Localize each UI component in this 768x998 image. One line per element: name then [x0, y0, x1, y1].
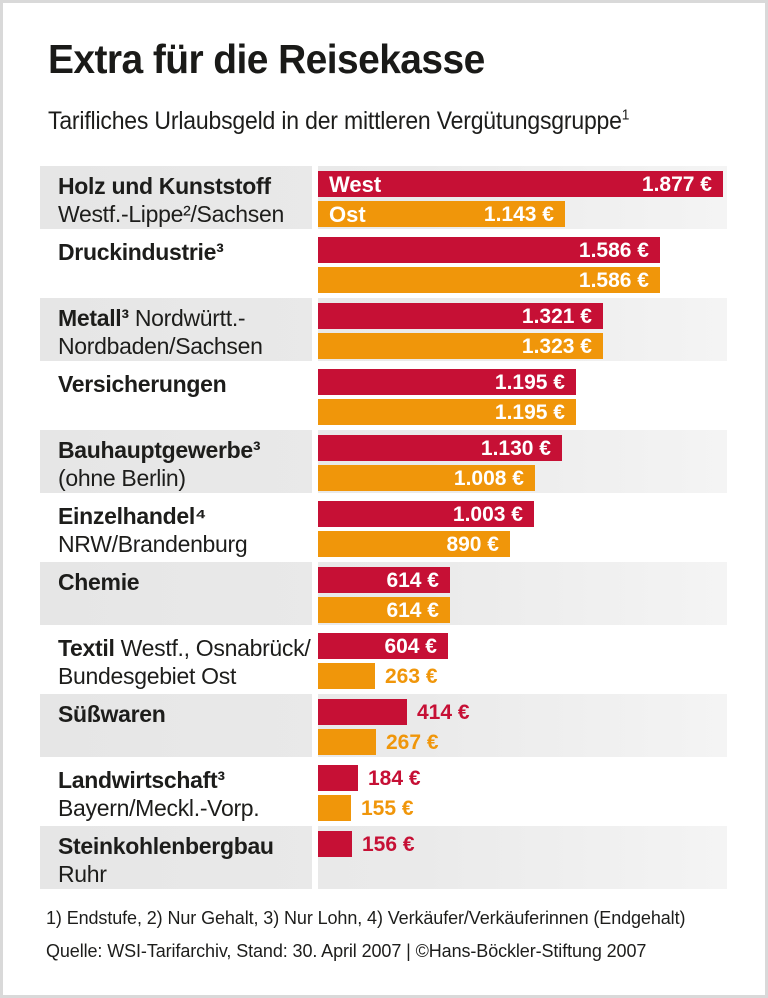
bar-ost-value: 263 € — [385, 665, 438, 688]
row-bars — [318, 694, 727, 757]
bar-ost — [318, 333, 603, 359]
bar-ost-value: 1.008 € — [453, 467, 524, 490]
row-label-region: Nordwürtt.- — [128, 305, 246, 331]
row-label-line2: Nordbaden/Sachsen — [58, 333, 263, 359]
row-label-line1 — [58, 502, 312, 530]
row-bars — [318, 496, 727, 559]
bar-west — [318, 699, 470, 725]
row-bars — [318, 232, 727, 295]
row-bars — [318, 364, 727, 427]
row-label-name: Chemie — [58, 569, 140, 595]
chart-row — [40, 628, 727, 691]
chart-row — [40, 496, 727, 559]
row-label-name: Textil — [58, 635, 115, 661]
chart-row — [40, 430, 727, 493]
row-label-line1 — [58, 370, 312, 398]
bar-west — [318, 369, 576, 395]
bar-ost-value: 1.143 € — [483, 203, 554, 226]
row-label — [40, 760, 312, 823]
bar-west — [318, 171, 723, 197]
row-label-line2: Ruhr — [58, 861, 107, 887]
chart-row — [40, 364, 727, 427]
bar-ost-value: 1.323 € — [521, 335, 592, 358]
row-bars — [318, 430, 727, 493]
bar-ost-value: 614 € — [386, 599, 439, 622]
bar-ost-value: 1.195 € — [494, 401, 565, 424]
chart-row — [40, 826, 727, 889]
row-label — [40, 232, 312, 295]
bar-west-value: 1.586 € — [578, 239, 649, 262]
bar-west — [318, 831, 415, 857]
bar-chart — [40, 166, 727, 892]
bar-west-value: 614 € — [386, 569, 439, 592]
row-label — [40, 364, 312, 427]
legend-west-label: West — [329, 172, 382, 197]
row-bars — [318, 628, 727, 691]
subtitle-text: Tarifliches Urlaubsgeld in der mittleren Vergütungsgruppe — [48, 107, 622, 135]
bar-west-value: 604 € — [384, 635, 437, 658]
bar-ost-value: 890 € — [446, 533, 499, 556]
chart-row — [40, 694, 727, 757]
chart-row — [40, 760, 727, 823]
row-label-name: Metall³ — [58, 305, 129, 331]
bar-ost — [318, 531, 510, 557]
bar-west-value: 1.877 € — [641, 173, 712, 196]
bar-ost — [318, 399, 576, 425]
row-label-line1 — [58, 172, 312, 200]
row-label — [40, 496, 312, 559]
row-bars — [318, 826, 727, 889]
row-label-line1 — [58, 304, 312, 332]
bar-ost — [318, 795, 414, 821]
row-label-line1 — [58, 568, 312, 596]
bar-west-value: 1.003 € — [452, 503, 523, 526]
row-label-name: Steinkohlenbergbau — [58, 833, 274, 859]
row-label — [40, 430, 312, 493]
row-label — [40, 298, 312, 361]
row-label-line2: NRW/Brandenburg — [58, 531, 248, 557]
bar-west — [318, 237, 660, 263]
row-label-line2: Bundesgebiet Ost — [58, 663, 237, 689]
bar-ost — [318, 729, 439, 755]
page-title: Extra für die Reisekasse — [48, 36, 485, 82]
row-label — [40, 826, 312, 889]
row-label-line1 — [58, 832, 312, 860]
legend-ost-label: Ost — [329, 202, 366, 227]
row-label-name: Bauhauptgewerbe³ — [58, 437, 261, 463]
row-label-name: Landwirtschaft³ — [58, 767, 225, 793]
row-label-name: Holz und Kunststoff — [58, 173, 271, 199]
subtitle-footnote-marker: 1 — [621, 106, 630, 124]
bar-west — [318, 303, 603, 329]
row-label — [40, 562, 312, 625]
row-bars — [318, 166, 727, 229]
bar-ost-value: 1.586 € — [578, 269, 649, 292]
row-label-name: Versicherungen — [58, 371, 227, 397]
page-subtitle — [48, 107, 629, 136]
bar-ost-value: 267 € — [386, 731, 439, 754]
row-label — [40, 694, 312, 757]
chart-row — [40, 166, 727, 229]
bar-west-value: 414 € — [417, 701, 470, 724]
bar-west-value: 184 € — [368, 767, 421, 790]
bar-west — [318, 633, 448, 659]
bar-west — [318, 435, 562, 461]
chart-row — [40, 232, 727, 295]
row-label-name: Druckindustrie³ — [58, 239, 224, 265]
chart-row — [40, 298, 727, 361]
footnotes-line: 1) Endstufe, 2) Nur Gehalt, 3) Nur Lohn, 4) Verkäufer/Verkäuferinnen (Endgehalt) — [46, 908, 686, 928]
bar-ost — [318, 465, 535, 491]
bar-west — [318, 567, 450, 593]
footer — [46, 902, 685, 968]
bar-west-value: 156 € — [362, 833, 415, 856]
row-label-line2: (ohne Berlin) — [58, 465, 186, 491]
row-label-name: Einzelhandel⁴ — [58, 503, 207, 529]
row-label-line1 — [58, 634, 312, 662]
bar-west — [318, 765, 421, 791]
bar-ost-value: 155 € — [361, 797, 414, 820]
row-bars — [318, 298, 727, 361]
bar-west — [318, 501, 534, 527]
bar-ost — [318, 597, 450, 623]
row-label-line1 — [58, 766, 312, 794]
row-label-line1 — [58, 238, 312, 266]
row-label-name: Süßwaren — [58, 701, 166, 727]
row-label-region: Westf., Osnabrück/ — [114, 635, 311, 661]
row-bars — [318, 562, 727, 625]
bar-ost — [318, 663, 438, 689]
row-label-line2: Bayern/Meckl.-Vorp. — [58, 795, 260, 821]
source-line: Quelle: WSI-Tarifarchiv, Stand: 30. April 2007 | ©Hans-Böckler-Stiftung 2007 — [46, 941, 647, 961]
bar-ost — [318, 267, 660, 293]
row-label — [40, 628, 312, 691]
row-label — [40, 166, 312, 229]
row-label-line1 — [58, 700, 312, 728]
bar-ost — [318, 201, 565, 227]
chart-row — [40, 562, 727, 625]
bar-west-value: 1.321 € — [521, 305, 592, 328]
row-bars — [318, 760, 727, 823]
row-label-line1 — [58, 436, 312, 464]
bar-west-value: 1.195 € — [494, 371, 565, 394]
bar-west-value: 1.130 € — [480, 437, 551, 460]
row-label-line2: Westf.-Lippe²/Sachsen — [58, 201, 284, 227]
